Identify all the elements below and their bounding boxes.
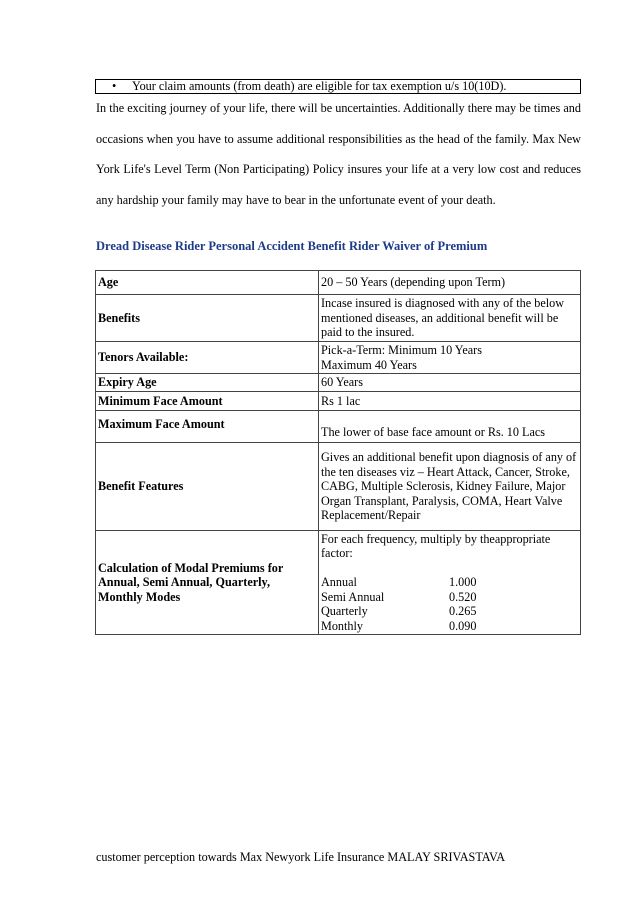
table-row xyxy=(96,531,581,635)
tenor-max: Maximum 40 Years xyxy=(321,357,417,372)
row-label: Expiry Age xyxy=(96,374,319,392)
table-row xyxy=(96,374,581,392)
factor-mode: Annual xyxy=(321,574,357,589)
factor-mode: Semi Annual xyxy=(321,589,385,604)
row-label: Minimum Face Amount xyxy=(96,392,319,411)
row-value: Gives an additional benefit upon diagnosis of any of the ten diseases viz – Heart Attack, Cancer, Stroke, CABG, Multiple Sclerosis, Kidney Failure, Major Organ Transplant, Paralysis, COMA, Heart Valve Replacement/Repair xyxy=(319,443,581,531)
intro-paragraph: In the exciting journey of your life, there will be uncertainties. Additionally there may be times and occasions when you have to assume additional responsibilities as the head of the family. Max New York Life's Level Term (Non Participating) Policy insures your life at a very low cost and reduces any hardship your family may have to bear in the unfortunate event of your death. xyxy=(96,101,581,207)
row-value: Incase insured is diagnosed with any of the below mentioned diseases, an additional benefit will be paid to the insured. xyxy=(319,295,581,342)
row-label: Age xyxy=(96,271,319,295)
factor-mode: Quarterly xyxy=(321,604,368,619)
factor-row xyxy=(321,575,578,590)
modal-intro: For each frequency, multiply by theappropriate factor: xyxy=(321,531,551,561)
factor-row xyxy=(321,590,578,605)
table-row xyxy=(96,411,581,443)
table-row xyxy=(96,392,581,411)
factor-row xyxy=(321,619,578,634)
factor-value: 0.265 xyxy=(449,604,477,619)
row-value xyxy=(319,342,581,374)
row-value: Rs 1 lac xyxy=(319,392,581,411)
tenor-min: Pick-a-Term: Minimum 10 Years xyxy=(321,342,482,357)
row-label: Tenors Available: xyxy=(96,342,319,374)
table-row xyxy=(96,443,581,531)
row-value xyxy=(319,531,581,635)
factor-row xyxy=(321,604,578,619)
table-row xyxy=(96,342,581,374)
factor-value: 0.520 xyxy=(449,589,477,604)
bullet-text: Your claim amounts (from death) are eligible for tax exemption u/s 10(10D). xyxy=(132,79,507,93)
factor-mode: Monthly xyxy=(321,618,363,633)
row-value: The lower of base face amount or Rs. 10 Lacs xyxy=(319,411,581,443)
table-row xyxy=(96,295,581,342)
row-label: Benefit Features xyxy=(96,443,319,531)
page-footer: customer perception towards Max Newyork Life Insurance MALAY SRIVASTAVA xyxy=(96,850,506,864)
row-label: Benefits xyxy=(96,295,319,342)
row-value: 20 – 50 Years (depending upon Term) xyxy=(319,271,581,295)
row-label: Calculation of Modal Premiums for Annual, Semi Annual, Quarterly, Monthly Modes xyxy=(96,531,319,635)
section-heading: Dread Disease Rider Personal Accident Benefit Rider Waiver of Premium xyxy=(96,239,488,253)
table-row xyxy=(96,271,581,295)
factor-value: 0.090 xyxy=(449,618,477,633)
bullet-icon: • xyxy=(112,79,117,93)
row-value: 60 Years xyxy=(319,374,581,392)
rider-details-table xyxy=(95,270,581,635)
tax-exemption-bullet xyxy=(95,79,581,94)
row-label: Maximum Face Amount xyxy=(96,411,319,443)
factor-value: 1.000 xyxy=(449,574,477,589)
